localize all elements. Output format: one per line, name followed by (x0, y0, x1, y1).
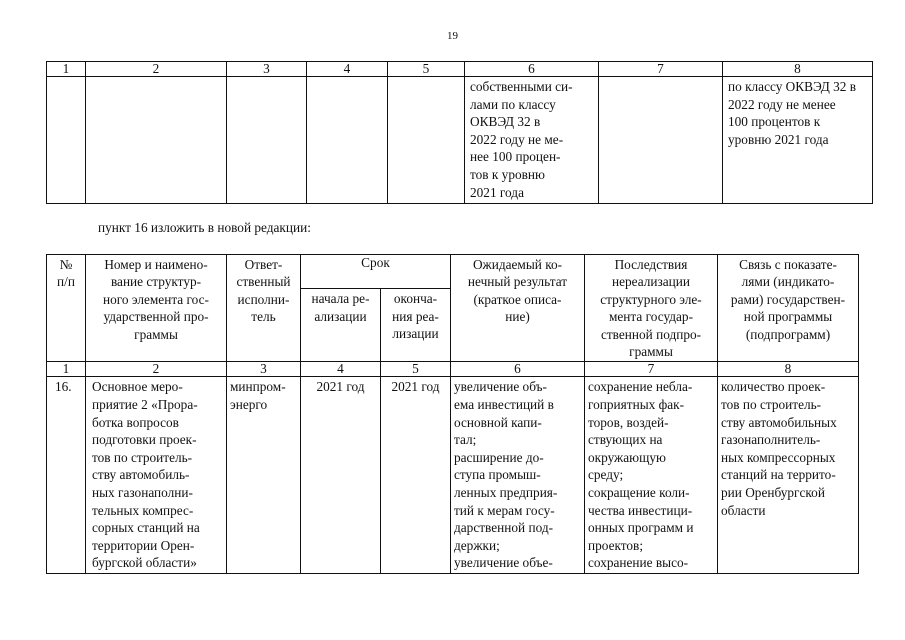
col-number: 5 (388, 62, 465, 77)
table-item-16 (46, 254, 859, 574)
header-end: оконча- ния реа- лизации (381, 289, 451, 362)
cell-link: по классу ОКВЭД 32 в 2022 году не менее 100 процентов к уровню 2021 года (723, 77, 873, 204)
cell-name: Основное меро- приятие 2 «Прора- ботка вопросов подготовки проек- тов по строитель- ству автомобиль- ных газонаполни- тельных компрес- сорных станций на территории Орен- бургской области» (86, 377, 227, 574)
cell-end: 2021 год (381, 377, 451, 574)
col-number: 2 (86, 362, 227, 377)
header-row (47, 255, 859, 289)
cell-responsible: минпром- энерго (227, 377, 301, 574)
cell-start: 2021 год (301, 377, 381, 574)
cell-result: собственными си- лами по классу ОКВЭД 32 в 2022 году не ме- нее 100 процен- тов к уровню 2021 года (465, 77, 599, 204)
table-row (47, 377, 859, 574)
col-number: 2 (86, 62, 227, 77)
column-number-row (47, 362, 859, 377)
header-responsible: Ответ- ственный исполни- тель (227, 255, 301, 362)
cell (47, 77, 86, 204)
cell-result: увеличение объ- ема инвестиций в основной капи- тал; расширение до- ступа промыш- ленных предприя- тий к мерам госу- дарственной под- держки; увеличение объе- (451, 377, 585, 574)
cell (227, 77, 307, 204)
col-number: 7 (599, 62, 723, 77)
header-no: № п/п (47, 255, 86, 362)
col-number: 5 (381, 362, 451, 377)
header-link: Связь с показате- лями (индикато- рами) государствен- ной программы (подпрограмм) (718, 255, 859, 362)
table-row (47, 77, 873, 204)
col-number: 3 (227, 62, 307, 77)
header-result: Ожидаемый ко- нечный результат (краткое описа- ние) (451, 255, 585, 362)
header-start: начала ре- ализации (301, 289, 381, 362)
col-number: 1 (47, 62, 86, 77)
col-number: 8 (723, 62, 873, 77)
col-number: 1 (47, 362, 86, 377)
col-number: 7 (585, 362, 718, 377)
cell (388, 77, 465, 204)
col-number: 6 (451, 362, 585, 377)
col-number: 8 (718, 362, 859, 377)
col-number: 3 (227, 362, 301, 377)
header-name: Номер и наимено- вание структур- ного элемента гос- ударственной про- граммы (86, 255, 227, 362)
col-number: 4 (307, 62, 388, 77)
col-number: 6 (465, 62, 599, 77)
cell-consequences: сохранение небла- гоприятных фак- торов, воздей- ствующих на окружающую среду; сокращение коли- чества инвестици- онных программ и проектов; сохранение высо- (585, 377, 718, 574)
cell-link: количество проек- тов по строитель- ству автомобильных газонаполнитель- ных компрессорных станций на террито- рии Оренбургской области (718, 377, 859, 574)
header-consequences: Последствия нереализации структурного эле- мента государ- ственной подпро- граммы (585, 255, 718, 362)
cell-no: 16. (47, 377, 86, 574)
cell (599, 77, 723, 204)
table-continuation (46, 61, 873, 204)
cell (86, 77, 227, 204)
intro-text: пункт 16 изложить в новой редакции: (98, 220, 311, 235)
page-number: 19 (447, 30, 458, 42)
col-number: 4 (301, 362, 381, 377)
cell (307, 77, 388, 204)
column-number-row (47, 62, 873, 77)
header-term: Срок (301, 255, 451, 289)
